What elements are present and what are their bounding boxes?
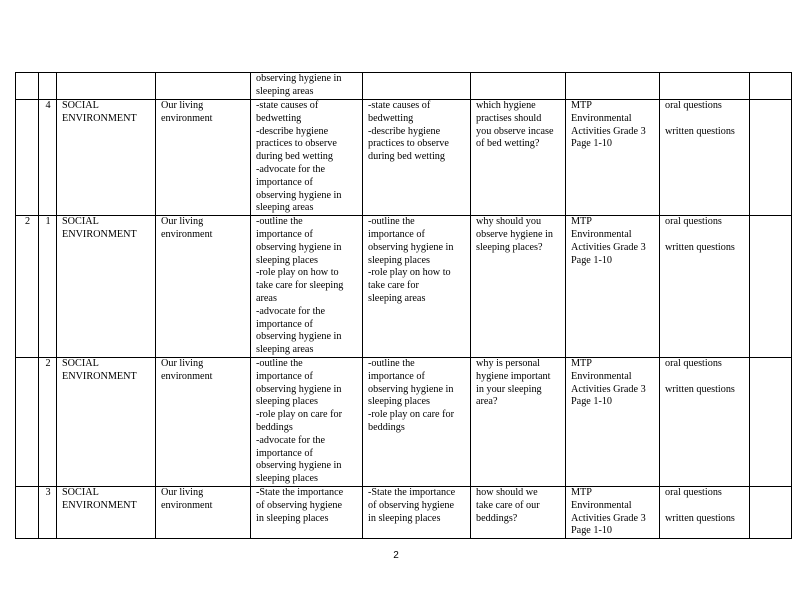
inquiry-question-cell: why is personal hygiene important in your sleeping area? — [471, 357, 566, 486]
table-row — [16, 486, 792, 538]
lesson-cell: 3 — [39, 486, 57, 538]
lesson-cell — [39, 73, 57, 100]
strand-cell — [57, 73, 156, 100]
scheme-of-work-table — [15, 72, 792, 539]
remarks-cell — [750, 357, 792, 486]
learning-activities-cell: -outline the importance of observing hygiene in sleeping places -role play on care for beddings — [363, 357, 471, 486]
lesson-cell: 1 — [39, 216, 57, 358]
resources-cell — [566, 73, 660, 100]
week-cell — [16, 357, 39, 486]
learning-outcomes-cell: -state causes of bedwetting -describe hygiene practices to observe during bed wetting -advocate for the importance of observing hygiene in sleeping areas — [251, 100, 363, 216]
lesson-cell: 4 — [39, 100, 57, 216]
week-cell: 2 — [16, 216, 39, 358]
learning-activities-cell: -State the importance of observing hygiene in sleeping places — [363, 486, 471, 538]
week-cell — [16, 73, 39, 100]
assessment-cell: oral questions written questions — [660, 357, 750, 486]
learning-outcomes-cell: -outline the importance of observing hygiene in sleeping places -role play on how to take care for sleeping areas -advocate for the importance of observing hygiene in sleeping areas — [251, 216, 363, 358]
resources-cell: MTP Environmental Activities Grade 3 Page 1-10 — [566, 357, 660, 486]
learning-outcomes-cell: observing hygiene in sleeping areas — [251, 73, 363, 100]
strand-cell: SOCIAL ENVIRONMENT — [57, 100, 156, 216]
sub-strand-cell: Our living environment — [156, 100, 251, 216]
table-row — [16, 73, 792, 100]
learning-activities-cell: -state causes of bedwetting -describe hygiene practices to observe during bed wetting — [363, 100, 471, 216]
inquiry-question-cell: how should we take care of our beddings? — [471, 486, 566, 538]
resources-cell: MTP Environmental Activities Grade 3 Page 1-10 — [566, 486, 660, 538]
remarks-cell — [750, 216, 792, 358]
resources-cell: MTP Environmental Activities Grade 3 Page 1-10 — [566, 216, 660, 358]
remarks-cell — [750, 486, 792, 538]
learning-outcomes-cell: -outline the importance of observing hygiene in sleeping places -role play on care for beddings -advocate for the importance of observing hygiene in sleeping places — [251, 357, 363, 486]
remarks-cell — [750, 100, 792, 216]
inquiry-question-cell — [471, 73, 566, 100]
table-row — [16, 357, 792, 486]
assessment-cell: oral questions written questions — [660, 216, 750, 358]
assessment-cell — [660, 73, 750, 100]
sub-strand-cell: Our living environment — [156, 486, 251, 538]
learning-activities-cell: -outline the importance of observing hygiene in sleeping places -role play on how to take care for sleeping areas — [363, 216, 471, 358]
strand-cell: SOCIAL ENVIRONMENT — [57, 486, 156, 538]
lesson-cell: 2 — [39, 357, 57, 486]
strand-cell: SOCIAL ENVIRONMENT — [57, 357, 156, 486]
learning-outcomes-cell: -State the importance of observing hygiene in sleeping places — [251, 486, 363, 538]
sub-strand-cell: Our living environment — [156, 357, 251, 486]
table-row — [16, 216, 792, 358]
sub-strand-cell: Our living environment — [156, 216, 251, 358]
learning-activities-cell — [363, 73, 471, 100]
resources-cell: MTP Environmental Activities Grade 3 Page 1-10 — [566, 100, 660, 216]
table-row — [16, 100, 792, 216]
week-cell — [16, 100, 39, 216]
strand-cell: SOCIAL ENVIRONMENT — [57, 216, 156, 358]
assessment-cell: oral questions written questions — [660, 100, 750, 216]
inquiry-question-cell: which hygiene practises should you observe incase of bed wetting? — [471, 100, 566, 216]
page-number: 2 — [393, 550, 399, 561]
inquiry-question-cell: why should you observe hygiene in sleeping places? — [471, 216, 566, 358]
week-cell — [16, 486, 39, 538]
sub-strand-cell — [156, 73, 251, 100]
remarks-cell — [750, 73, 792, 100]
assessment-cell: oral questions written questions — [660, 486, 750, 538]
